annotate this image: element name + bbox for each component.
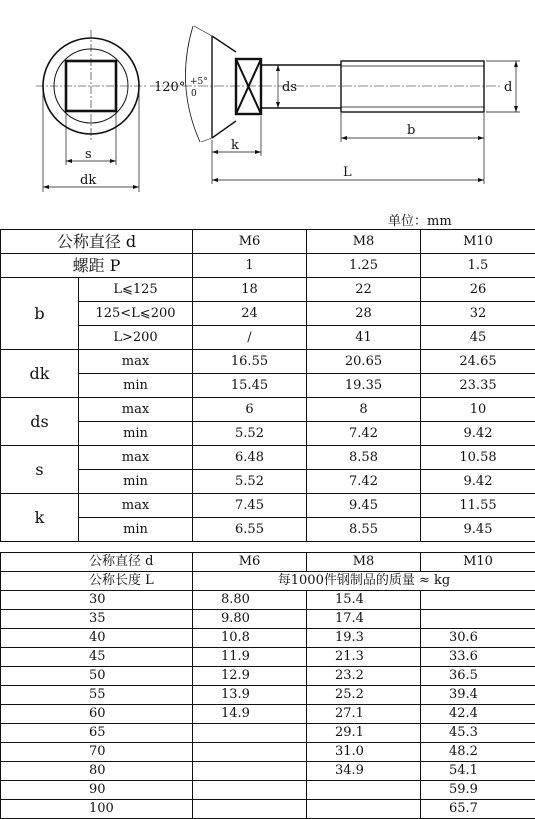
mass-cell: 27.1: [307, 705, 421, 724]
s-label: s: [1, 446, 79, 494]
min-label: min: [79, 422, 193, 446]
mass-cell: 23.2: [307, 667, 421, 686]
mass-caption: 每1000件钢制品的质量 ≈ kg: [193, 572, 535, 591]
length-cell: 35: [1, 610, 193, 629]
table-row: [1, 374, 535, 398]
mass-cell: 29.1: [307, 724, 421, 743]
header-nominal-length: 公称长度 L: [1, 572, 193, 591]
mass-cell: [193, 762, 307, 781]
table-cell: 10.58: [421, 446, 535, 470]
min-label: min: [79, 518, 193, 542]
table-row: [1, 724, 535, 743]
bolt-drawing: [0, 0, 535, 200]
col-header: M6: [193, 230, 307, 254]
mass-cell: [193, 800, 307, 819]
table-cell: 19.35: [307, 374, 421, 398]
mass-cell: 59.9: [421, 781, 535, 800]
table-row: [1, 398, 535, 422]
table-cell: 1: [193, 254, 307, 278]
table-cell: 1.5: [421, 254, 535, 278]
length-cell: 100: [1, 800, 193, 819]
table-cell: 6: [193, 398, 307, 422]
table-cell: 22: [307, 278, 421, 302]
header-nominal-diameter: 公称直径 d: [1, 553, 193, 572]
side-view: [150, 26, 520, 184]
table-row: [1, 743, 535, 762]
mass-cell: [193, 743, 307, 762]
col-header: M10: [421, 553, 535, 572]
mass-cell: 8.80: [193, 591, 307, 610]
table-row: [1, 553, 535, 572]
table-row: [1, 591, 535, 610]
max-label: max: [79, 494, 193, 518]
mass-cell: 15.4: [307, 591, 421, 610]
length-cell: 80: [1, 762, 193, 781]
mass-cell: 17.4: [307, 610, 421, 629]
mass-cell: 10.8: [193, 629, 307, 648]
label-L: L: [343, 165, 352, 180]
table-cell: 8.58: [307, 446, 421, 470]
header-nominal-diameter: 公称直径 d: [1, 230, 193, 254]
ds-label: ds: [1, 398, 79, 446]
min-label: min: [79, 470, 193, 494]
thread-body: [341, 61, 484, 112]
label-k: k: [231, 138, 239, 153]
table-row: [1, 610, 535, 629]
b-condition: L⩽125: [79, 278, 193, 302]
table-row: [1, 326, 535, 350]
mass-cell: [307, 781, 421, 800]
table-row: [1, 572, 535, 591]
mass-table: [0, 552, 535, 819]
mass-cell: 21.3: [307, 648, 421, 667]
table-cell: 18: [193, 278, 307, 302]
col-header: M6: [193, 553, 307, 572]
table-row: [1, 629, 535, 648]
max-label: max: [79, 446, 193, 470]
table-cell: 9.45: [307, 494, 421, 518]
mass-cell: 36.5: [421, 667, 535, 686]
label-b: b: [407, 123, 415, 138]
mass-cell: 12.9: [193, 667, 307, 686]
mass-cell: 42.4: [421, 705, 535, 724]
table-cell: 9.42: [421, 470, 535, 494]
table-row: [1, 518, 535, 542]
table-cell: 8: [307, 398, 421, 422]
table-cell: 8.55: [307, 518, 421, 542]
table-cell: 7.42: [307, 422, 421, 446]
table-cell: 10: [421, 398, 535, 422]
spec-table: [0, 229, 535, 542]
end-view: [36, 30, 146, 192]
dk-label: dk: [1, 350, 79, 398]
mass-cell: [193, 724, 307, 743]
table-cell: 24: [193, 302, 307, 326]
b-condition: L>200: [79, 326, 193, 350]
b-label: b: [1, 278, 79, 350]
mass-cell: [307, 800, 421, 819]
pitch-label: 螺距 P: [1, 254, 193, 278]
length-cell: 90: [1, 781, 193, 800]
table-row: [1, 302, 535, 326]
length-cell: 65: [1, 724, 193, 743]
mass-cell: 34.9: [307, 762, 421, 781]
col-header: M8: [307, 553, 421, 572]
table-row: [1, 278, 535, 302]
k-label: k: [1, 494, 79, 542]
max-label: max: [79, 350, 193, 374]
table-row: [1, 705, 535, 724]
table-cell: 45: [421, 326, 535, 350]
table-row: [1, 446, 535, 470]
label-dk: dk: [80, 173, 96, 188]
table-row: [1, 494, 535, 518]
mass-cell: [193, 781, 307, 800]
table-cell: /: [193, 326, 307, 350]
length-cell: 55: [1, 686, 193, 705]
mass-cell: 9.80: [193, 610, 307, 629]
table-row: [1, 781, 535, 800]
length-cell: 30: [1, 591, 193, 610]
mass-cell: [421, 610, 535, 629]
table-cell: 7.42: [307, 470, 421, 494]
table-cell: 28: [307, 302, 421, 326]
length-cell: 50: [1, 667, 193, 686]
table-cell: 23.35: [421, 374, 535, 398]
table-cell: 5.52: [193, 422, 307, 446]
table-row: [1, 350, 535, 374]
unit-label: 单位：mm: [388, 210, 452, 229]
table-row: [1, 800, 535, 819]
mass-cell: 65.7: [421, 800, 535, 819]
table-row: [1, 254, 535, 278]
mass-cell: 14.9: [193, 705, 307, 724]
table-cell: 5.52: [193, 470, 307, 494]
table-cell: 9.42: [421, 422, 535, 446]
mass-cell: 25.2: [307, 686, 421, 705]
table-cell: 16.55: [193, 350, 307, 374]
mass-cell: 33.6: [421, 648, 535, 667]
col-header: M10: [421, 230, 535, 254]
table-row: [1, 230, 535, 254]
table-row: [1, 686, 535, 705]
length-cell: 40: [1, 629, 193, 648]
mass-cell: 13.9: [193, 686, 307, 705]
table-cell: 32: [421, 302, 535, 326]
table-row: [1, 422, 535, 446]
angle-tol-lower: 0: [191, 89, 197, 99]
table-cell: 20.65: [307, 350, 421, 374]
mass-cell: 54.1: [421, 762, 535, 781]
angle-label: 120°: [154, 80, 185, 95]
table-row: [1, 648, 535, 667]
mass-cell: 48.2: [421, 743, 535, 762]
mass-cell: [421, 591, 535, 610]
table-cell: 1.25: [307, 254, 421, 278]
mass-rows: [1, 591, 535, 819]
mass-cell: 19.3: [307, 629, 421, 648]
length-cell: 60: [1, 705, 193, 724]
col-header: M8: [307, 230, 421, 254]
table-row: [1, 762, 535, 781]
table-cell: 41: [307, 326, 421, 350]
table-row: [1, 667, 535, 686]
mass-cell: 45.3: [421, 724, 535, 743]
mass-cell: 31.0: [307, 743, 421, 762]
length-cell: 70: [1, 743, 193, 762]
max-label: max: [79, 398, 193, 422]
angle-tol-upper: +5°: [190, 77, 208, 87]
length-cell: 45: [1, 648, 193, 667]
label-s: s: [85, 147, 92, 162]
table-cell: 26: [421, 278, 535, 302]
label-d: d: [504, 80, 512, 95]
min-label: min: [79, 374, 193, 398]
mass-cell: 11.9: [193, 648, 307, 667]
table-cell: 24.65: [421, 350, 535, 374]
mass-cell: 39.4: [421, 686, 535, 705]
b-condition: 125<L⩽200: [79, 302, 193, 326]
mass-cell: 30.6: [421, 629, 535, 648]
label-ds: ds: [282, 80, 297, 95]
table-cell: 9.45: [421, 518, 535, 542]
table-cell: 6.55: [193, 518, 307, 542]
table-row: [1, 470, 535, 494]
table-cell: 6.48: [193, 446, 307, 470]
table-cell: 15.45: [193, 374, 307, 398]
table-cell: 7.45: [193, 494, 307, 518]
table-cell: 11.55: [421, 494, 535, 518]
